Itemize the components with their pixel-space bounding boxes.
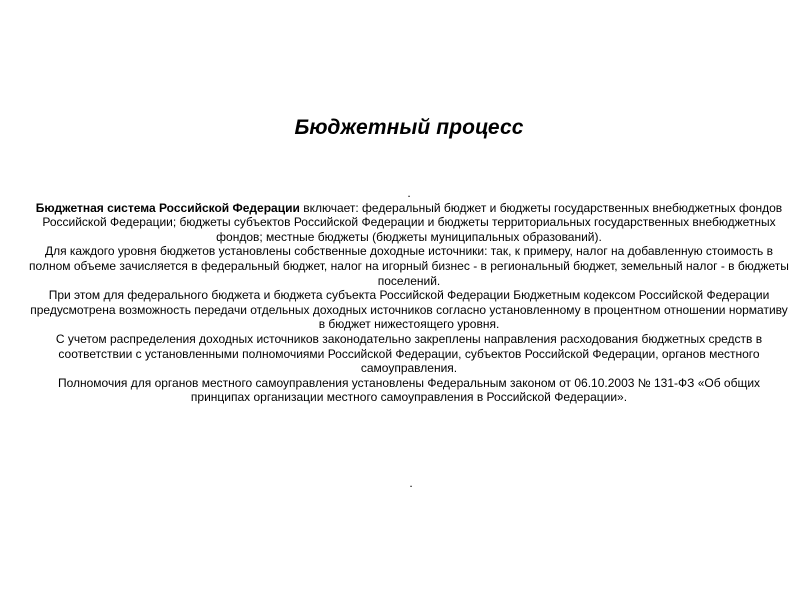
slide-body [28,186,790,405]
paragraph-budget-system [28,201,790,245]
paragraph-local-authority: Полномочия для органов местного самоуправления установлены Федеральным законом от 06.10.2003 № 131-ФЗ «Об общих принципах организации местного самоуправления в Российской Федерации». [57,375,761,405]
paragraph-expenditure-directions: С учетом распределения доходных источников законодательно закреплены направления расходования бюджетных средств в соответствии с установленными полномочиями Российской Федерации, субъектов Российской Федерации, органов местного самоуправления. [55,331,763,376]
budget-system-definition: включает: федеральный бюджет и бюджеты государственных внебюджетных фондов Российской Федерации; бюджеты субъектов Российской Федерации и бюджеты территориальных государственных внебюджетных фондов; местные бюджеты (бюджеты муниципальных образований). [42,200,783,244]
paragraph-revenue-transfer: При этом для федерального бюджета и бюджета субъекта Российской Федерации Бюджетным кодексом Российской Федерации предусмотрена возможность передачи отдельных доходных источников согласно установленному в процентном отношении нормативу в бюджет нижестоящего уровня. [30,288,788,332]
separator-dot: . [407,186,411,200]
paragraph-revenue-sources: Для каждого уровня бюджетов установлены собственные доходные источники: так, к примеру, налог на добавленную стоимость в полном объеме зачисляется в федеральный бюджет, налог на игорный бизнес - в региональный бюджет, земельный налог - в бюджеты поселений. [29,244,789,288]
bottom-dot: . [409,476,413,490]
budget-system-term: Бюджетная система Российской Федерации [35,200,300,215]
slide-title: Бюджетный процесс [294,116,524,139]
